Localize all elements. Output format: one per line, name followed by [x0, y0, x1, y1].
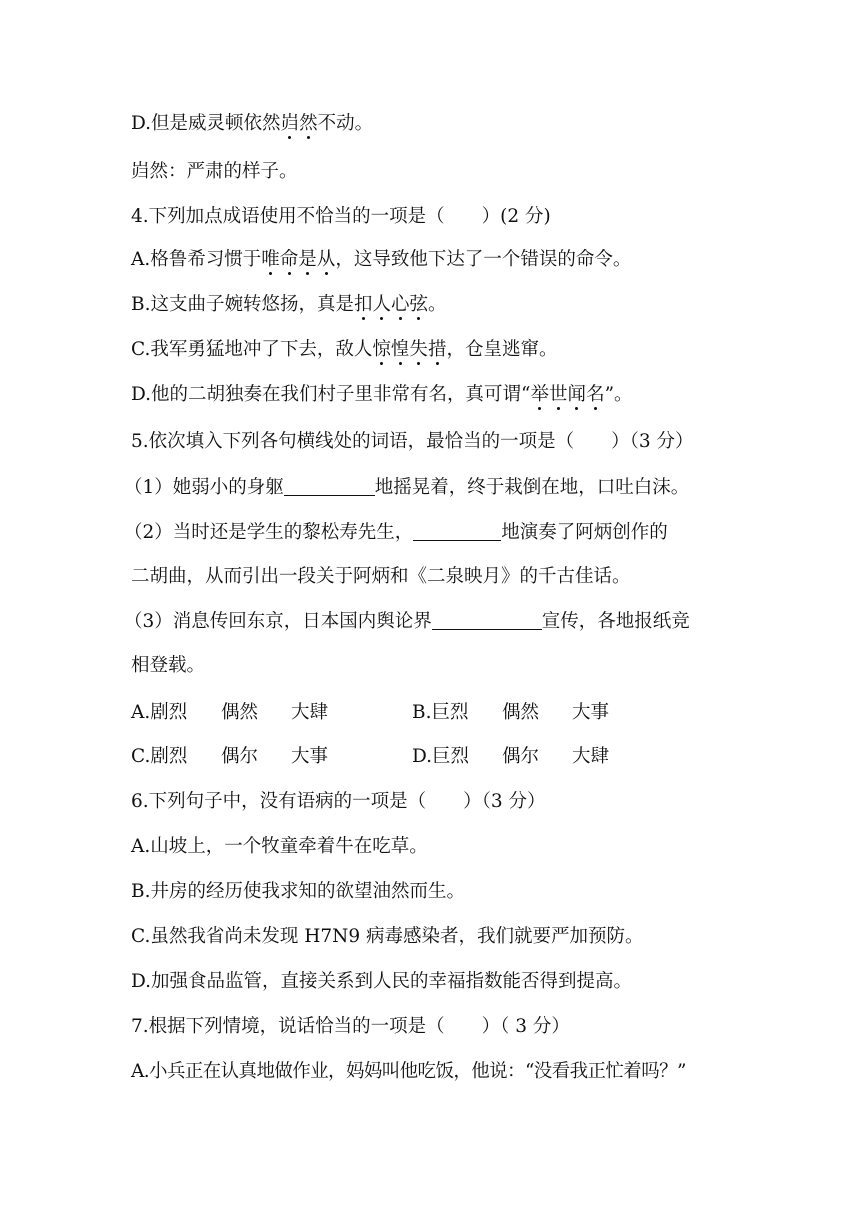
dotted-char: 失: [409, 339, 428, 360]
q7-option-a: A.小兵正在认真地做作业，妈妈叫他吃饭，他说：“没看我正忙着吗？”: [131, 1061, 686, 1082]
dotted-char: 惶: [390, 339, 410, 360]
dotted-char: 然: [299, 113, 318, 134]
q5-sentence-2-cont: 二胡曲，从而引出一段关于阿炳和《二泉映月》的千古佳话。: [131, 566, 631, 587]
dotted-char: 闻: [567, 384, 587, 405]
q6-option-b: B.井房的经历使我求知的欲望油然而生。: [131, 881, 465, 902]
dotted-char: 举: [530, 384, 550, 405]
blank-line: [432, 609, 542, 630]
question-4: 4.下列加点成语使用不恰当的一项是（ ）(2 分): [131, 206, 551, 227]
dotted-char: 人: [372, 294, 392, 315]
q4-option-a: A.格鲁希习惯于唯命是从，这导致他下达了一个错误的命令。: [131, 249, 632, 270]
q4-option-b: B.这支曲子婉转悠扬，真是扣人心弦。: [131, 294, 447, 315]
question-7: 7.根据下列情境，说话恰当的一项是（ ）（ 3 分）: [131, 1016, 570, 1037]
q5-sentence-3-cont: 相登载。: [131, 655, 206, 676]
dotted-char: 从: [316, 249, 336, 270]
dotted-char: 名: [586, 384, 605, 405]
q4-option-d: D.他的二胡独奏在我们村子里非常有名，真可谓“举世闻名”。: [131, 384, 633, 405]
dotted-char: 弦: [409, 294, 429, 315]
q4-option-c: C.我军勇猛地冲了下去，敌人惊惶失措，仓皇逃窜。: [131, 339, 558, 360]
dotted-char: 岿: [280, 113, 300, 134]
dotted-char: 扣: [353, 294, 373, 315]
blank-line: [284, 475, 375, 496]
dotted-char: 惊: [372, 339, 391, 360]
question-5: 5.依次填入下列各句横线处的词语，最恰当的一项是（ ）（3 分）: [131, 431, 694, 452]
dotted-char: 唯: [261, 249, 280, 270]
q3-option-d: D.但是威灵顿依然岿然不动。: [131, 113, 374, 134]
q5-sentence-2: （2）当时还是学生的黎松寿先生， 地演奏了阿炳创作的: [124, 522, 668, 543]
dotted-char: 措: [427, 339, 447, 360]
q6-option-c: C.虽然我省尚未发现 H7N9 病毒感染者，我们就要严加预防。: [131, 926, 644, 947]
q6-option-a: A.山坡上，一个牧童牵着牛在吃草。: [131, 836, 428, 857]
question-6: 6.下列句子中，没有语病的一项是（ ）（3 分）: [131, 791, 546, 812]
q3-note: 岿然：严肃的样子。: [131, 161, 298, 182]
q6-option-d: D.加强食品监管，直接关系到人民的幸福指数能否得到提高。: [131, 971, 633, 992]
dotted-char: 是: [298, 249, 317, 270]
dotted-char: 命: [279, 249, 299, 270]
blank-line: [413, 520, 501, 541]
dotted-char: 世: [549, 384, 568, 405]
q5-sentence-3: （3）消息传回东京，日本国内舆论界 宣传，各地报纸竞: [124, 611, 690, 632]
dotted-char: 心: [391, 294, 410, 315]
q5-sentence-1: （1）她弱小的身躯 地摇晃着，终于栽倒在地，口吐白沫。: [124, 477, 690, 498]
